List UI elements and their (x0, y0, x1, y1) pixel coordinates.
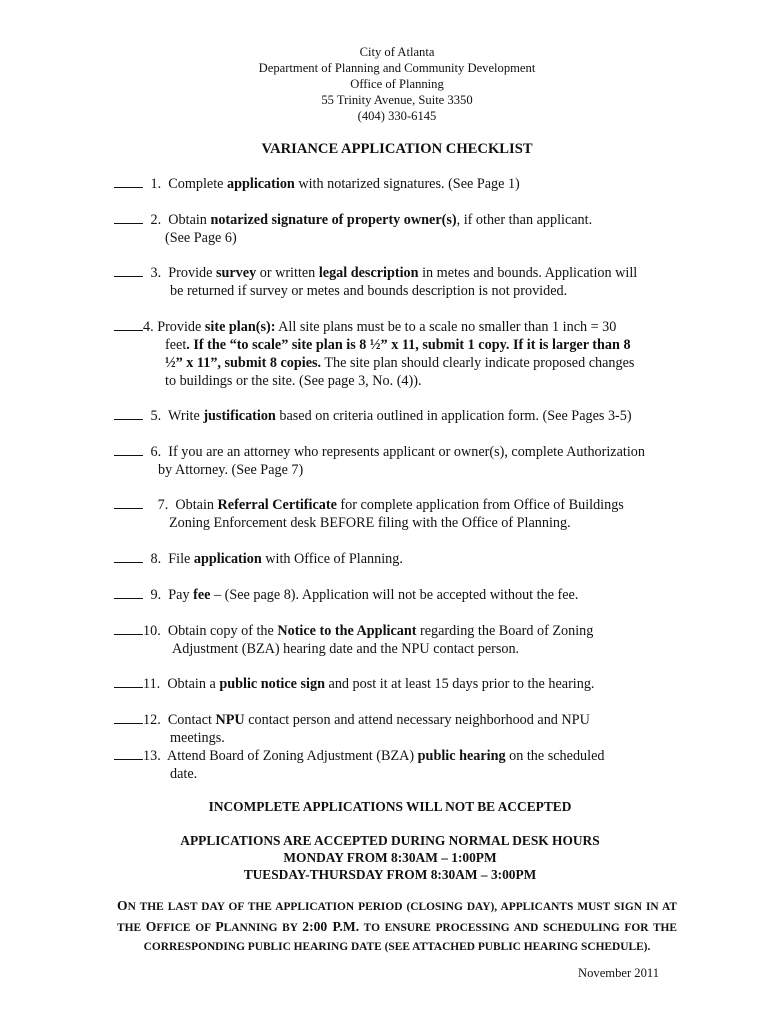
checkbox-blank[interactable] (114, 675, 143, 688)
checklist-item-8 (114, 550, 684, 568)
item-text: , if other than applicant. (456, 212, 593, 228)
notice-text: O (145, 919, 157, 934)
item-continuation: The site plan should clearly indicate proposed changes (321, 355, 635, 371)
item-continuation: to buildings or the site. (See page 3, No. (4)). (165, 373, 422, 389)
item-number: 8. (150, 551, 162, 567)
item-text: Attend Board of Zoning Adjustment (BZA) (167, 748, 418, 764)
hours-line-2: MONDAY FROM 8:30AM – 1:00PM (283, 850, 497, 865)
checklist-item-6 (114, 443, 684, 479)
item-text: regarding the Board of Zoning (416, 623, 594, 639)
item-text: Complete (168, 176, 227, 192)
item-text: All site plans must be to a scale no smaller than 1 inch = 30 (275, 319, 617, 335)
item-text: Write (168, 408, 204, 424)
checklist-item-11 (114, 675, 684, 693)
checklist-item-9 (114, 586, 684, 604)
checkbox-blank[interactable] (114, 175, 143, 188)
item-number: 10. (143, 623, 161, 639)
checkbox-blank[interactable] (114, 622, 143, 635)
letterhead-department: Department of Planning and Community Development (258, 61, 536, 75)
item-number: 2. (150, 212, 162, 228)
item-text: – (See page 8). Application will not be accepted without the fee. (210, 587, 579, 603)
item-continuation: feet (165, 337, 187, 353)
item-text-bold: Referral Certificate (217, 497, 337, 513)
item-text-bold: site plan(s): (204, 319, 276, 335)
page-title: VARIANCE APPLICATION CHECKLIST (261, 141, 533, 157)
letterhead-address: 55 Trinity Avenue, Suite 3350 (321, 93, 473, 107)
item-text-bold: legal description (318, 265, 419, 281)
letterhead-phone: (404) 330-6145 (357, 109, 437, 123)
item-text: Provide (168, 265, 216, 281)
item-text-bold: ½” x 11”, submit 8 copies. (165, 355, 322, 371)
item-text: and post it at least 15 days prior to the hearing. (324, 676, 595, 692)
item-continuation: (See Page 6) (165, 230, 237, 246)
item-text: on the scheduled (505, 748, 605, 764)
checkbox-blank[interactable] (114, 586, 143, 599)
checkbox-blank[interactable] (114, 264, 143, 277)
item-text: or written (256, 265, 319, 281)
checkbox-blank[interactable] (114, 496, 143, 509)
item-continuation: Zoning Enforcement desk BEFORE filing with the Office of Planning. (169, 515, 571, 531)
checkbox-blank[interactable] (114, 407, 143, 420)
checkbox-blank[interactable] (114, 318, 143, 331)
item-text: If you are an attorney who represents applicant or owner(s), complete Authorization (168, 444, 645, 460)
item-text: with notarized signatures. (See Page 1) (294, 176, 520, 192)
item-number: 13. (143, 748, 161, 764)
item-continuation: by Attorney. (See Page 7) (158, 462, 304, 478)
item-text: Provide (157, 319, 205, 335)
notice-text: FFICE OF (156, 922, 216, 934)
item-text-bold: justification (203, 408, 276, 424)
checklist-item-10 (114, 622, 684, 658)
notice-text: O (117, 898, 128, 913)
item-number: 6. (150, 444, 162, 460)
item-text-bold: application (227, 176, 295, 192)
checklist-item-13 (114, 747, 684, 783)
incomplete-notice: INCOMPLETE APPLICATIONS WILL NOT BE ACCEPTED (208, 799, 572, 814)
item-text: Obtain (175, 497, 218, 513)
item-text-bold: fee (193, 587, 211, 603)
notice-text: LANNING BY (223, 922, 303, 934)
item-text: for complete application from Office of Buildings (336, 497, 624, 513)
checkbox-blank[interactable] (114, 550, 143, 563)
hours-line-3: TUESDAY-THURSDAY FROM 8:30AM – 3:00PM (243, 867, 537, 882)
item-number: 7. (157, 497, 169, 513)
item-continuation: Adjustment (BZA) hearing date and the NPU contact person. (172, 641, 520, 657)
item-text-bold: . If the “to scale” site plan is 8 ½” x 11, submit 1 copy. If it is larger than 8 (186, 337, 631, 353)
item-text: File (168, 551, 194, 567)
item-text-bold: application (193, 551, 262, 567)
checklist-item-3 (114, 264, 684, 300)
item-text-bold: public notice sign (219, 676, 325, 692)
item-number: 3. (150, 265, 162, 281)
item-text: contact person and attend necessary neighborhood and NPU (244, 712, 590, 728)
item-continuation: meetings. (170, 730, 225, 746)
item-continuation: date. (170, 766, 198, 782)
item-text-bold: notarized signature of property owner(s) (210, 212, 457, 228)
item-text-bold: survey (215, 265, 257, 281)
checklist-item-5 (114, 407, 684, 425)
item-number: 11. (143, 676, 161, 692)
item-number: 5. (150, 408, 162, 424)
checkbox-blank[interactable] (114, 747, 143, 760)
hours-line-1: APPLICATIONS ARE ACCEPTED DURING NORMAL DESK HOURS (180, 833, 600, 848)
letterhead-city: City of Atlanta (359, 45, 435, 59)
item-text-bold: NPU (215, 712, 245, 728)
checklist-item-2 (114, 211, 684, 247)
item-text: in metes and bounds. Application will (418, 265, 638, 281)
item-text: Obtain copy of the (167, 623, 278, 639)
checklist-item-4 (114, 318, 684, 390)
item-text: based on criteria outlined in application form. (See Pages 3-5) (275, 408, 632, 424)
closing-day-notice (117, 896, 677, 957)
checklist-item-7 (114, 496, 684, 532)
notice-text: P (215, 919, 224, 934)
notice-text: TO ENSURE PROCESSING AND SCHEDULING FOR THE CORRESPONDING PUBLIC HEARING DATE (SEE ATTACHED PUBLIC HEARING SCHEDULE). (143, 922, 678, 953)
checkbox-blank[interactable] (114, 443, 143, 456)
item-number: 9. (150, 587, 162, 603)
footer-date: November 2011 (578, 966, 660, 980)
checkbox-blank[interactable] (114, 711, 143, 724)
letterhead (0, 44, 770, 124)
item-text: Obtain a (167, 676, 220, 692)
item-number: 4. (143, 319, 154, 335)
item-text: with Office of Planning. (261, 551, 403, 567)
notice-text: 2:00 P.M. (302, 919, 360, 934)
item-text-bold: Notice to the Applicant (277, 623, 417, 639)
letterhead-office: Office of Planning (350, 77, 444, 91)
item-continuation: be returned if survey or metes and bounds description is not provided. (170, 283, 568, 299)
item-text: Obtain (168, 212, 211, 228)
item-number: 12. (143, 712, 161, 728)
notice-text: N THE LAST DAY OF THE APPLICATION PERIOD (CLOSING DAY), APPLICANTS MUST SIGN IN AT THE (117, 901, 677, 934)
item-text-bold: public hearing (417, 748, 506, 764)
checklist-item-1 (114, 175, 684, 193)
item-text: Contact (167, 712, 216, 728)
item-number: 1. (150, 176, 162, 192)
checkbox-blank[interactable] (114, 211, 143, 224)
checklist-item-12 (114, 711, 684, 747)
item-text: Pay (168, 587, 194, 603)
